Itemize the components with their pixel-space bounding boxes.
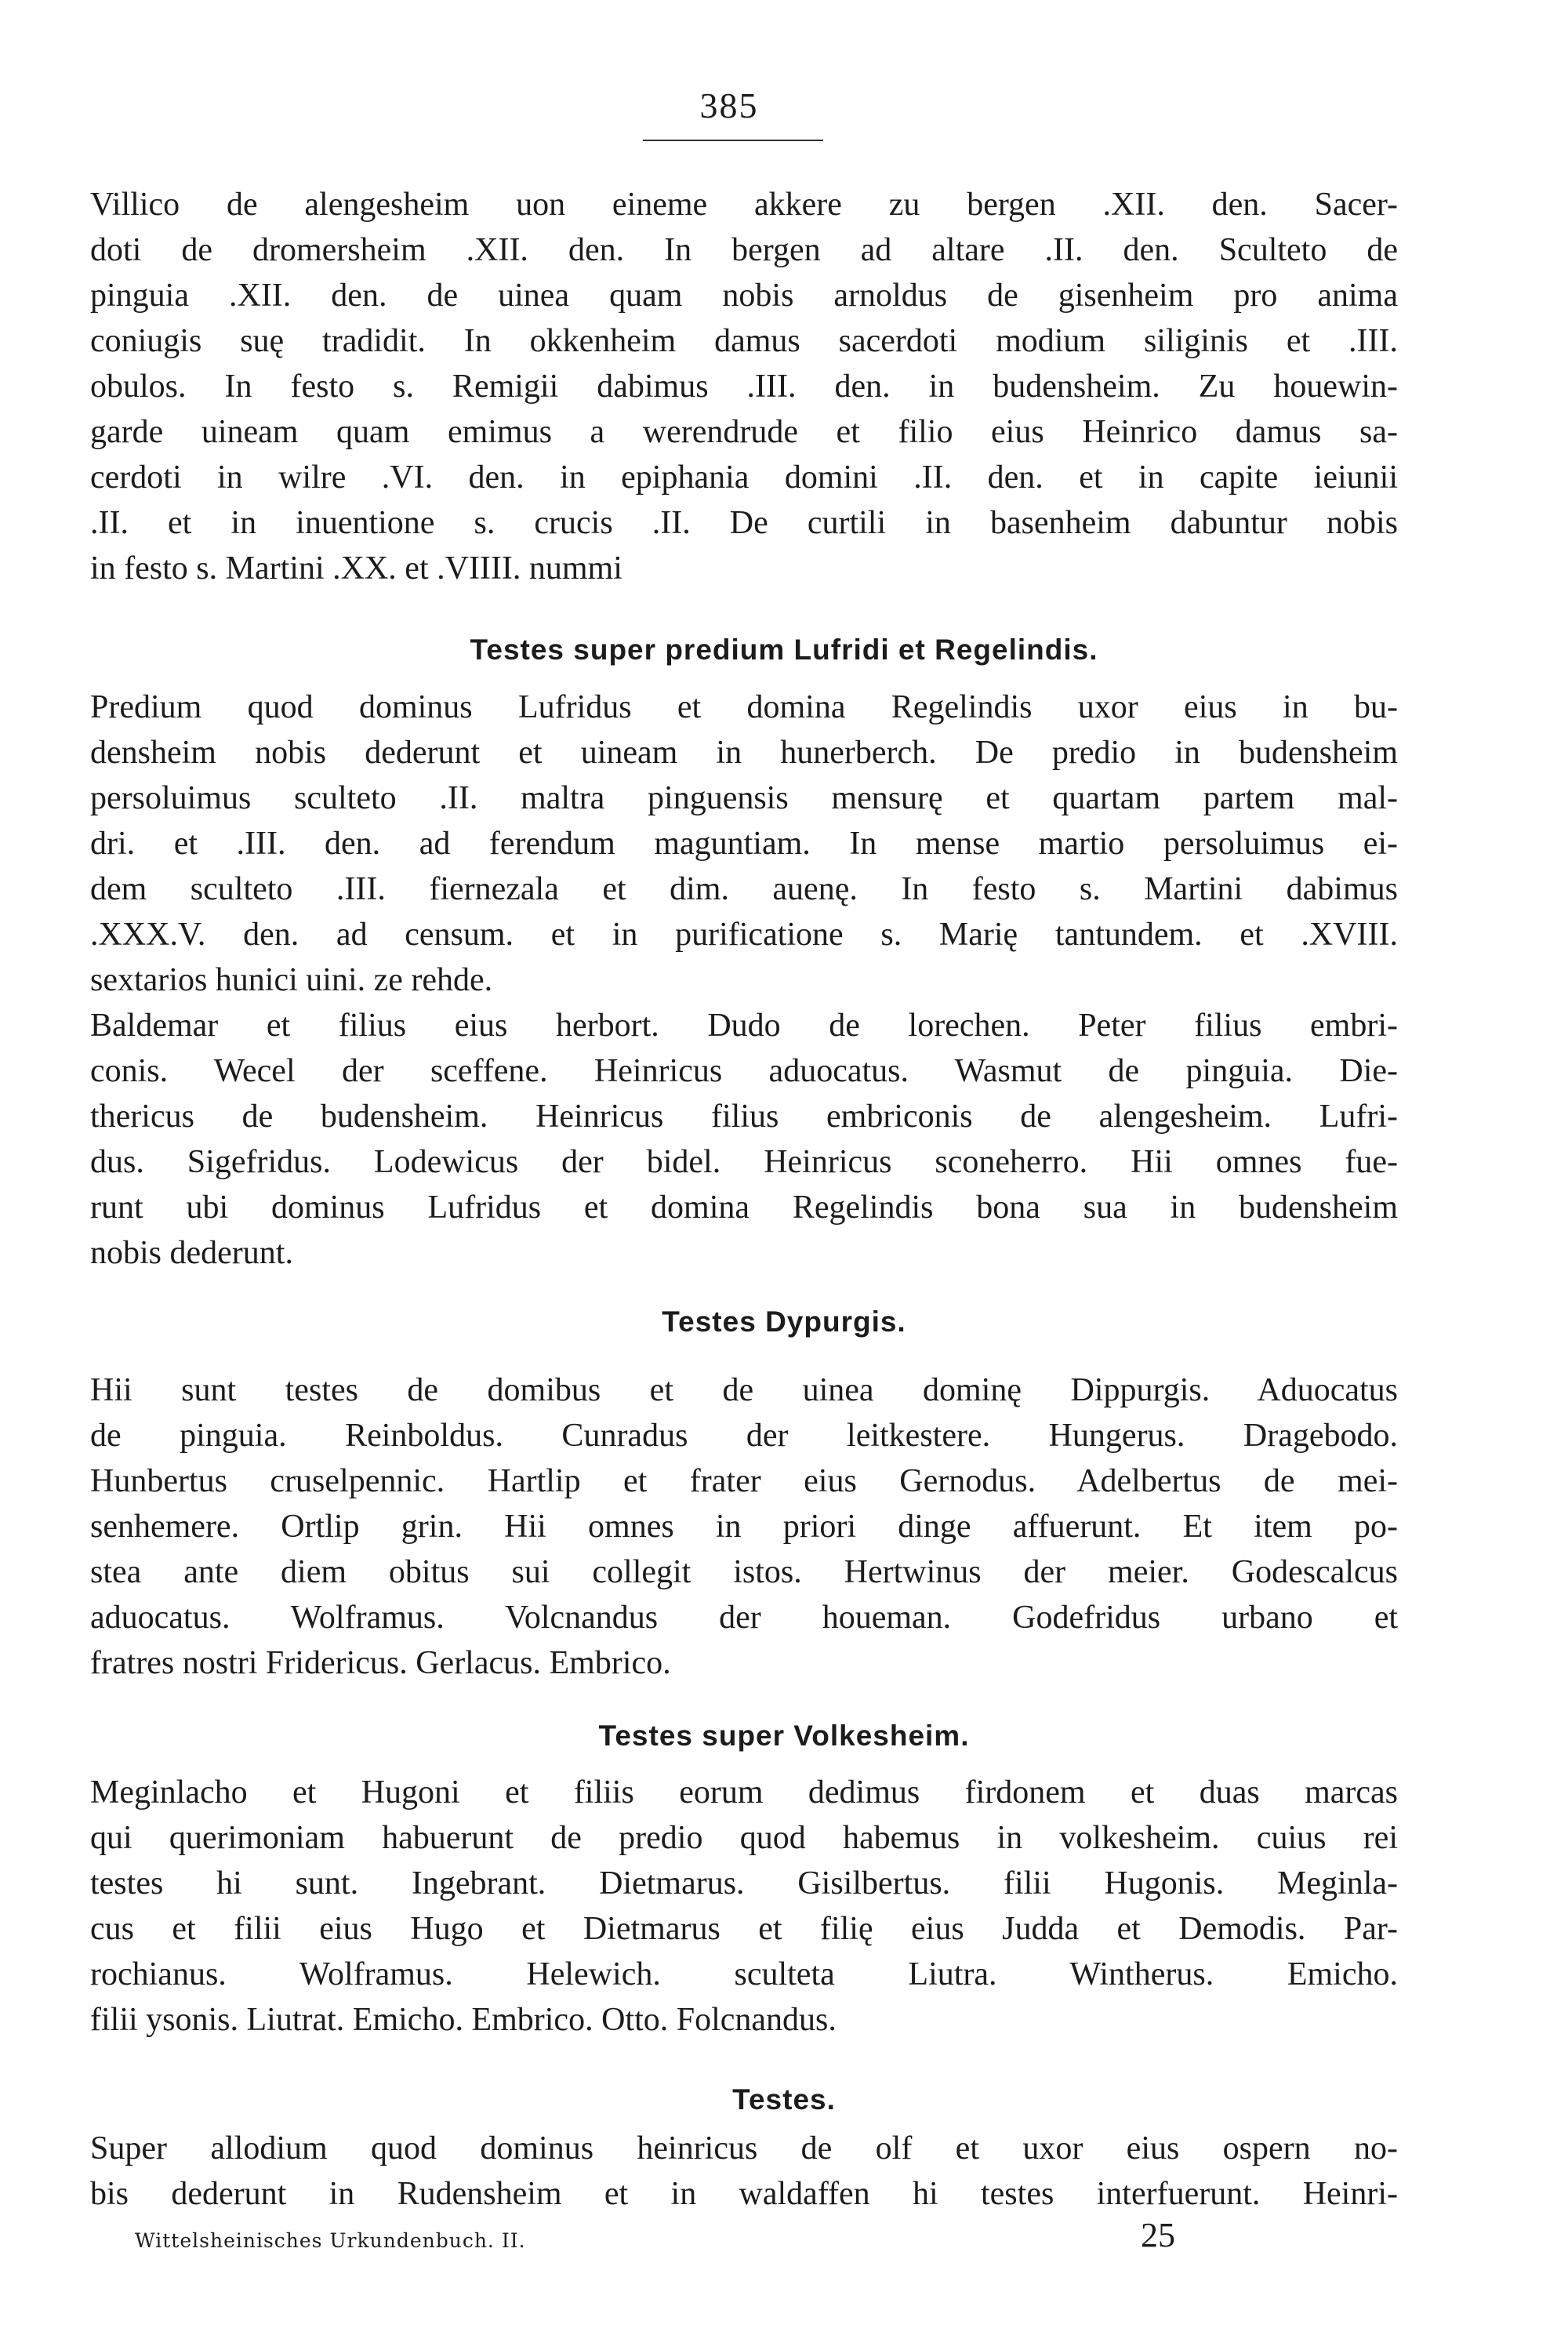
paragraph-volkesheim xyxy=(90,1770,1398,2043)
text-line: qui querimoniam habuerunt de predio quod habemus in volkesheim. cuius rei xyxy=(90,1820,1398,1856)
paragraph-testes xyxy=(90,2126,1398,2217)
text-line: obulos. In festo s. Remigii dabimus .III. den. in budensheim. Zu houewin- xyxy=(90,369,1398,405)
text-line: Villico de alengesheim uon eineme akkere zu bergen .XII. den. Sacer- xyxy=(90,187,1398,223)
text-line: pinguia .XII. den. de uinea quam nobis arnoldus de gisenheim pro anima xyxy=(90,278,1398,314)
text-line: thericus de budensheim. Heinricus filius embriconis de alengesheim. Lufri- xyxy=(90,1099,1398,1135)
text-line: Super allodium quod dominus heinricus de olf et uxor eius ospern no- xyxy=(90,2130,1398,2167)
text-line: .II. et in inuentione s. crucis .II. De curtili in basenheim dabuntur nobis xyxy=(90,505,1398,541)
text-line: filii ysonis. Liutrat. Emicho. Embrico. Otto. Folcnandus. xyxy=(90,2002,837,2038)
paragraph-opening xyxy=(90,182,1398,591)
text-line: Hunbertus cruselpennic. Hartlip et frater eius Gernodus. Adelbertus de mei- xyxy=(90,1463,1398,1499)
text-line: garde uineam quam emimus a werendrude et filio eius Heinrico damus sa- xyxy=(90,414,1398,450)
footer-signature: 25 xyxy=(1141,2216,1175,2254)
text-line: cerdoti in wilre .VI. den. in epiphania domini .II. den. et in capite ieiunii xyxy=(90,459,1398,496)
text-line: dus. Sigefridus. Lodewicus der bidel. Heinricus sconeherro. Hii omnes fue- xyxy=(90,1144,1398,1180)
text-line: densheim nobis dederunt et uineam in hunerberch. De predio in budensheim xyxy=(90,735,1398,771)
text-line: Hii sunt testes de domibus et de uinea dominę Dippurgis. Aduocatus xyxy=(90,1372,1398,1408)
section-heading-lufridi: Testes super predium Lufridi et Regelindis. xyxy=(470,634,1098,666)
margin-mark: - xyxy=(1566,874,1567,875)
text-line: .XXX.V. den. ad censum. et in purificatione s. Marię tantundem. et .XVIII. xyxy=(90,917,1398,953)
section-heading-dypurgis: Testes Dypurgis. xyxy=(662,1306,906,1338)
text-line: sextarios hunici uini. ze rehde. xyxy=(90,962,493,998)
page-number: 385 xyxy=(699,85,759,125)
text-line: runt ubi dominus Lufridus et domina Regelindis bona sua in budensheim xyxy=(90,1190,1398,1226)
text-line: stea ante diem obitus sui collegit istos. Hertwinus der meier. Godescalcus xyxy=(90,1554,1398,1590)
section-heading-volkesheim: Testes super Volkesheim. xyxy=(598,1720,970,1752)
page-number-rule xyxy=(643,140,823,141)
text-line: nobis dederunt. xyxy=(90,1235,293,1271)
text-line: aduocatus. Wolframus. Volcnandus der houeman. Godefridus urbano et xyxy=(90,1600,1398,1636)
text-line: Predium quod dominus Lufridus et domina Regelindis uxor eius in bu- xyxy=(90,689,1398,725)
text-line: Meginlacho et Hugoni et filiis eorum dedimus firdonem et duas marcas xyxy=(90,1774,1398,1811)
section-heading-testes: Testes. xyxy=(732,2083,836,2116)
text-line: Baldemar et filius eius herbort. Dudo de lorechen. Peter filius embri- xyxy=(90,1008,1398,1044)
text-line: testes hi sunt. Ingebrant. Dietmarus. Gisilbertus. filii Hugonis. Meginla- xyxy=(90,1865,1398,1901)
footer-book-title: Wittelsheinisches Urkundenbuch. II. xyxy=(135,2229,526,2252)
text-line: persoluimus sculteto .II. maltra pinguensis mensurę et quartam partem mal- xyxy=(90,780,1398,816)
text-line: cus et filii eius Hugo et Dietmarus et filię eius Judda et Demodis. Par- xyxy=(90,1911,1398,1947)
text-line: in festo s. Martini .XX. et .VIIII. nummi xyxy=(90,550,622,587)
text-line: de pinguia. Reinboldus. Cunradus der leitkestere. Hungerus. Dragebodo. xyxy=(90,1418,1398,1454)
paragraph-lufridi xyxy=(90,685,1398,1276)
text-line: conis. Wecel der sceffene. Heinricus aduocatus. Wasmut de pinguia. Die- xyxy=(90,1053,1398,1089)
text-line: dri. et .III. den. ad ferendum maguntiam. In mense martio persoluimus ei- xyxy=(90,826,1398,862)
text-line: rochianus. Wolframus. Helewich. sculteta Liutra. Wintherus. Emicho. xyxy=(90,1956,1398,1992)
paragraph-dypurgis xyxy=(90,1368,1398,1686)
text-line: doti de dromersheim .XII. den. In bergen ad altare .II. den. Sculteto de xyxy=(90,232,1398,268)
text-line: senhemere. Ortlip grin. Hii omnes in priori dinge affuerunt. Et item po- xyxy=(90,1509,1398,1545)
text-line: dem sculteto .III. fiernezala et dim. auenę. In festo s. Martini dabimus xyxy=(90,871,1398,907)
text-line: fratres nostri Fridericus. Gerlacus. Embrico. xyxy=(90,1645,671,1681)
text-line: bis dederunt in Rudensheim et in waldaffen hi testes interfuerunt. Heinri- xyxy=(90,2176,1398,2212)
text-line: coniugis suę tradidit. In okkenheim damus sacerdoti modium siliginis et .III. xyxy=(90,323,1398,359)
